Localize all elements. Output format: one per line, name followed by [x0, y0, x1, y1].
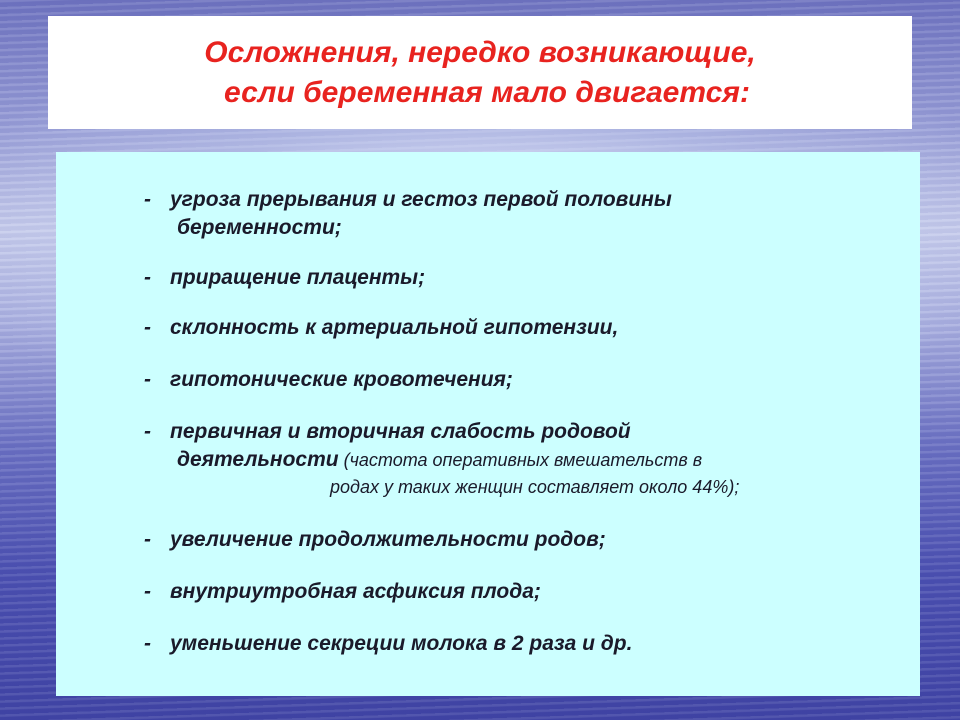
list-item-text-bold: деятельности	[177, 448, 339, 471]
bullet-dash: -	[144, 266, 151, 289]
list-item-text: первичная и вторичная слабость родовой	[170, 420, 631, 443]
bullet-dash: -	[144, 316, 151, 339]
list-item-milk	[144, 630, 632, 658]
list-item-text: уменьшение секреции молока в 2 раза и др.	[170, 632, 633, 655]
list-item-placenta	[144, 264, 425, 292]
list-item-text: угроза прерывания и гестоз первой половины	[170, 188, 672, 211]
bullet-dash: -	[144, 528, 151, 551]
list-item-asphyxia	[144, 578, 541, 606]
list-item-text: приращение плаценты;	[170, 266, 426, 289]
bullet-dash: -	[144, 580, 151, 603]
bullet-dash: -	[144, 368, 151, 391]
list-item-labor-weakness	[144, 418, 739, 500]
list-item-note: (частота оперативных вмешательств в	[338, 450, 703, 470]
content-box	[56, 152, 920, 696]
bullet-dash: -	[144, 420, 151, 443]
list-item-note-continued: родах у таких женщин составляет около 44%);	[330, 477, 740, 497]
slide-title-line-2: если беременная мало двигается:	[224, 75, 750, 109]
list-item-text-continued	[144, 446, 739, 474]
list-item-text: увеличение продолжительности родов;	[170, 528, 606, 551]
title-box	[48, 16, 912, 129]
list-item-text: гипотонические кровотечения;	[170, 368, 513, 391]
list-item-duration	[144, 526, 606, 554]
list-item-bleeding	[144, 366, 513, 394]
list-item-text: склонность к артериальной гипотензии,	[170, 316, 619, 339]
list-item-text: внутриутробная асфиксия плода;	[170, 580, 541, 603]
bullet-dash: -	[144, 188, 151, 211]
bullet-dash: -	[144, 632, 151, 655]
list-item-threat	[144, 186, 672, 242]
slide-title-line-1: Осложнения, нередко возникающие,	[204, 35, 756, 69]
list-item-hypotension	[144, 314, 618, 342]
list-item-text-continued: беременности;	[177, 216, 342, 239]
